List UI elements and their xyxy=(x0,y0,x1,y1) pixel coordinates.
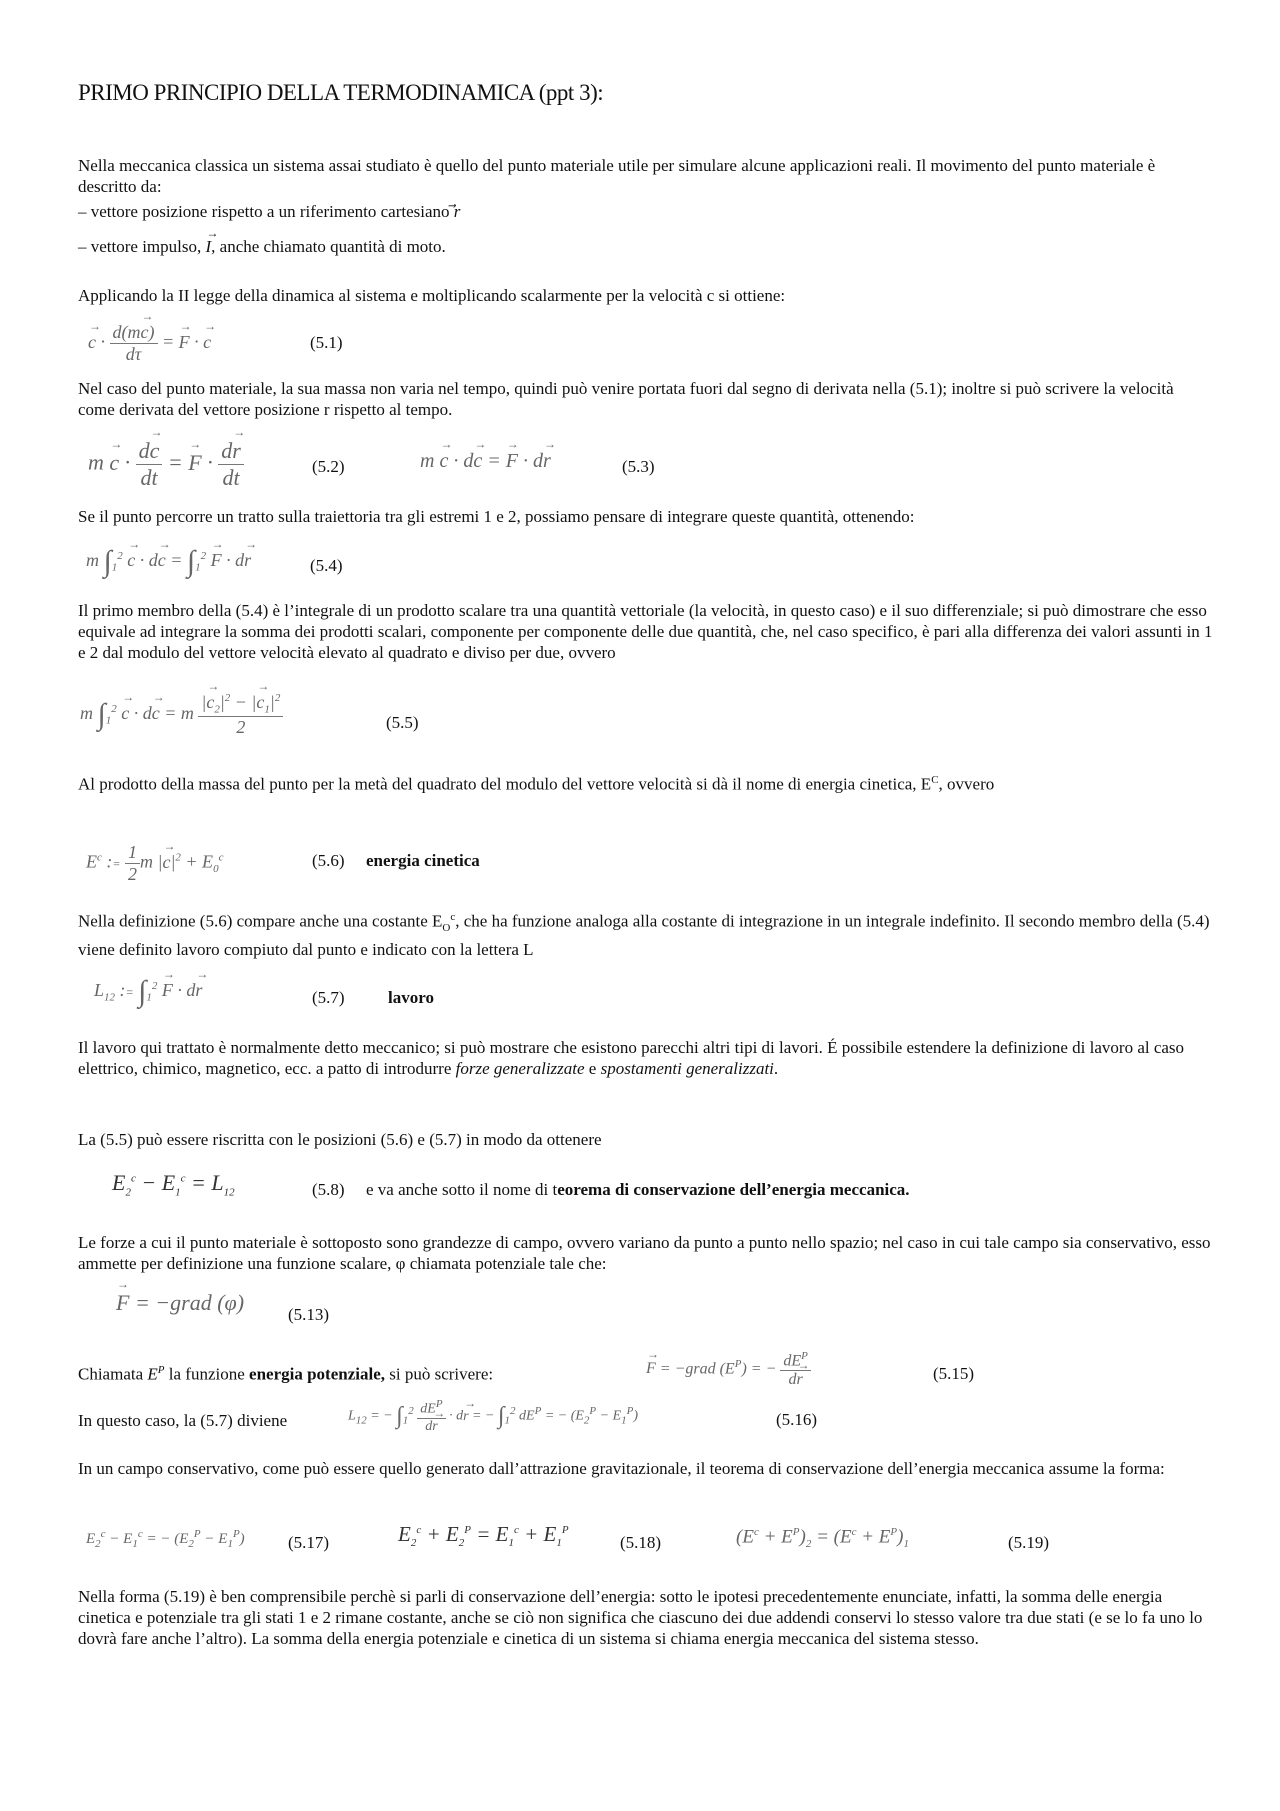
potential-text-b: la funzione xyxy=(164,1364,250,1384)
equation-5-19: $(E^c + E^P)_2 = (E^c + E^P)_1$ xyxy=(736,1526,909,1551)
equation-number-5-16: (5.16) xyxy=(776,1410,818,1429)
equation-number-5-19: (5.19) xyxy=(1008,1533,1050,1552)
r-vector-symbol: ⃗r xyxy=(453,202,461,221)
paragraph-integrate: Se il punto percorre un tratto sulla traiettoria tra gli estremi 1 e 2, possiamo pensare di integrare queste quantità, ottenendo: xyxy=(78,507,915,526)
equation-5-6: $E^c$ := $\frac{1}{2}$ m |→ $c|^2 + E_0^c$ xyxy=(86,842,223,885)
page-title: PRIMO PRINCIPIO DELLA TERMODINAMICA (ppt 3): xyxy=(78,80,604,105)
equation-number-5-17: (5.17) xyxy=(288,1533,330,1552)
equation-5-1: → c · $\frac{d(m\to c)}{d\tau}$ = → F · → c xyxy=(88,322,211,365)
paragraph-field: Le forze a cui il punto materiale è sottoposto sono grandezze di campo, ovvero variano da punto a punto nello spazio; nel caso in cui tale campo sia conservativo, esso ammette per definizione una funzione scalare, φ chiamata potenziale tale che: xyxy=(78,1233,1211,1273)
paragraph-becomes: In questo caso, la (5.7) diviene xyxy=(78,1411,288,1430)
theorem-line xyxy=(366,1180,910,1200)
equation-number-5-13: (5.13) xyxy=(288,1305,330,1324)
paragraph-mass-constant: Nel caso del punto materiale, la sua massa non varia nel tempo, quindi può venire portata fuori dal segno di derivata nella (5.1); inoltre si può scrivere la velocità come derivata del vettore posizione r rispetto al tempo. xyxy=(78,379,1174,419)
potential-E: E xyxy=(147,1364,158,1384)
equation-5-8: $E_2^c - E_1^c = L_{12}$ xyxy=(112,1170,235,1199)
equation-number-5-6: (5.6) xyxy=(312,851,345,870)
equation-5-18: $E_2^c + E_2^P = E_1^c + E_1^P$ xyxy=(398,1522,569,1550)
equation-5-17: $E_2^c - E_1^c$ = − $(E_2^P - E_1^P)$ xyxy=(86,1528,245,1550)
equation-5-7: $L_{12}$ := $\int_1^2 \to F \cdot d\to r$ xyxy=(94,975,202,1009)
potential-bold: energia potenziale, xyxy=(249,1364,385,1384)
theorem-text: e va anche sotto il nome di t xyxy=(366,1180,558,1199)
constant-tail: , che ha funzione analoga alla costante di integrazione in un integrale indefinito. Il secondo membro della (5.4) viene definito lavoro compiuto dal punto e indicato con la lettera L xyxy=(78,911,1210,960)
work-italic-2: spostamenti generalizzati xyxy=(600,1059,774,1078)
paragraph-potential xyxy=(78,1360,638,1385)
potential-sup: P xyxy=(157,1364,165,1376)
paragraph-work xyxy=(78,1037,1213,1079)
list-item-impulse-tail: , anche chiamato quantità di moto. xyxy=(211,237,446,256)
equation-number-5-1: (5.1) xyxy=(310,333,343,352)
kinetic-tail: , ovvero xyxy=(938,774,995,794)
label-lavoro: lavoro xyxy=(388,988,434,1007)
paragraph-first-member: Il primo membro della (5.4) è l’integrale di un prodotto scalare tra una quantità vettoriale (la velocità, in questo caso) e il suo differenziale; si può dimostrare che esso equivale ad integrare la somma dei prodotti scalari, componente per componente delle due quantità, che, nel caso specifico, è pari alla differenza dei valori assunti in 1 e 2 dal modulo del vettore velocità elevato al quadrato e diviso per due, ovvero xyxy=(78,601,1213,662)
work-mid: e xyxy=(584,1059,601,1078)
kinetic-sup: C xyxy=(931,774,939,786)
paragraph-intro: Nella meccanica classica un sistema assai studiato è quello del punto materiale utile per simulare alcune applicazioni reali. Il movimento del punto materiale è descritto da: xyxy=(78,156,1156,196)
list-item-position-text: – vettore posizione rispetto a un riferimento cartesiano xyxy=(78,202,450,221)
paragraph-mechanical-energy: Nella forma (5.19) è ben comprensibile perchè si parli di conservazione dell’energia: sotto le ipotesi precedentemente enunciate, infatti, la somma delle energia cinetica e potenziale tra gli stati 1 e 2 rimane costante, anche se ciò non significa che ciascuno dei due addendi conservi lo stesso valore tra due stati (e se lo fa uno lo dovrà fare anche l’altro). La somma della energia potenziale e cinetica di un sistema si chiama energia meccanica del sistema stesso. xyxy=(78,1587,1203,1648)
equation-number-5-3: (5.3) xyxy=(622,457,655,476)
paragraph-constant xyxy=(78,907,1213,960)
equation-5-2: m → c · $\frac{d\to c}{dt}$ = → F · $\frac{d\to r}{dt}$ xyxy=(88,438,244,491)
impulse-vector-symbol: → I xyxy=(205,236,211,257)
list-item-impulse xyxy=(78,236,1213,257)
potential-text-c: si può scrivere: xyxy=(385,1364,494,1384)
equation-5-15: → F = −grad $(E^P)$ = − $\frac{dE^P}{d\to r}$ xyxy=(646,1350,811,1389)
equation-number-5-8: (5.8) xyxy=(312,1180,345,1199)
equation-number-5-4: (5.4) xyxy=(310,556,343,575)
equation-number-5-7: (5.7) xyxy=(312,988,345,1007)
kinetic-text: Al prodotto della massa del punto per la metà del quadrato del modulo del vettore velocità si dà il nome di energia cinetica, E xyxy=(78,774,932,794)
paragraph-rewrite: La (5.5) può essere riscritta con le posizioni (5.6) e (5.7) in modo da ottenere xyxy=(78,1130,602,1149)
equation-5-5: m $\int_1^2 \to c \cdot d\to c = m$ $\frac{|\to c_2|^2 - |\to c_1|^2}{2}$ xyxy=(80,692,283,738)
equation-number-5-15: (5.15) xyxy=(933,1364,975,1383)
work-italic-1: forze generalizzate xyxy=(455,1059,585,1078)
equation-5-3: m → c · d→ c = → F · d→ r xyxy=(420,450,551,473)
equation-number-5-2: (5.2) xyxy=(312,457,345,476)
constant-text: Nella definizione (5.6) compare anche una costante E xyxy=(78,911,443,931)
constant-sup: c xyxy=(450,911,456,923)
equation-number-5-18: (5.18) xyxy=(620,1533,662,1552)
equation-number-5-5: (5.5) xyxy=(386,713,419,732)
equation-5-4: m $\int_1^2 \to c \cdot d\to c = \int_1^2 \to F \cdot d\to r$ xyxy=(86,545,251,579)
work-end: . xyxy=(773,1059,779,1078)
paragraph-kinetic xyxy=(78,770,1213,795)
label-energia-cinetica: energia cinetica xyxy=(366,851,480,870)
paragraph-conservative: In un campo conservativo, come può essere quello generato dall’attrazione gravitazionale, il teorema di conservazione dell’energia meccanica assume la forma: xyxy=(78,1459,1165,1478)
list-item-impulse-text: – vettore impulso, xyxy=(78,237,202,256)
list-item-position xyxy=(78,201,1213,222)
equation-5-13: → F = −grad (φ) xyxy=(116,1290,244,1316)
theorem-bold: eorema di conservazione dell’energia meccanica. xyxy=(557,1180,910,1199)
potential-text-a: Chiamata xyxy=(78,1364,148,1384)
work-text: Il lavoro qui trattato è normalmente detto meccanico; si può mostrare che esistono parecchi altri tipi di lavori. É possibile estendere la definizione di lavoro al caso elettrico, chimico, magnetico, ecc. a patto di introdurre xyxy=(78,1038,1185,1078)
equation-5-16: $L_{12}$ = − $\int_1^2$ $\frac{dE^P}{d\to r}$ · d→ r = − $\int_1^2$ $dE^P$ = − $(E_2^P - E_1^P)$ xyxy=(348,1398,638,1435)
constant-sub: O xyxy=(442,922,451,935)
paragraph-newton: Applicando la II legge della dinamica al sistema e moltiplicando scalarmente per la velocità c si ottiene: xyxy=(78,286,786,305)
